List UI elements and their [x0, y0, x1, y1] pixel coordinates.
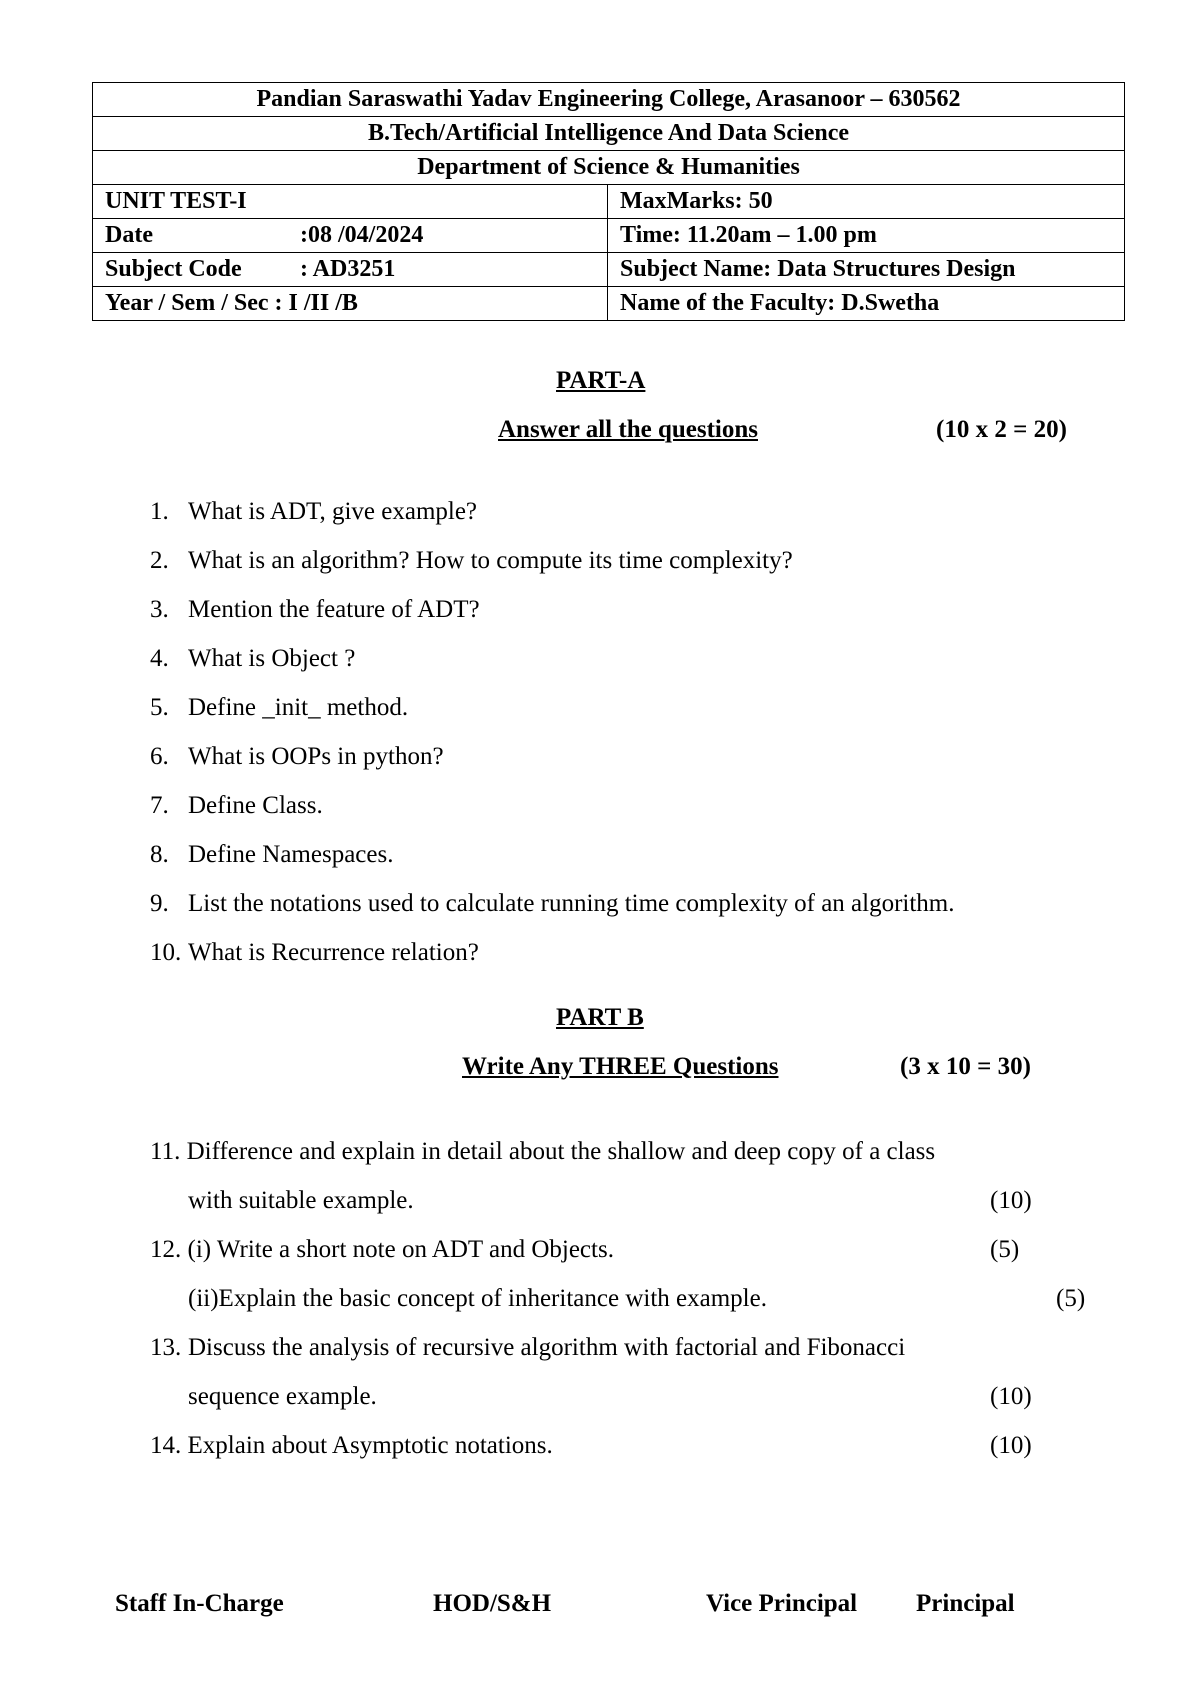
subject-code-cell: [93, 253, 608, 287]
question-number: 9.: [150, 890, 169, 917]
question-12-marks-2: (5): [1056, 1285, 1086, 1312]
signature-principal: Principal: [916, 1590, 1015, 1617]
part-b-title: PART B: [556, 1004, 644, 1031]
question-13-line-1: Discuss the analysis of recursive algorithm with factorial and Fibonacci: [188, 1334, 906, 1361]
college-name: Pandian Saraswathi Yadav Engineering College, Arasanoor – 630562: [93, 83, 1125, 117]
year-sem-sec: Year / Sem / Sec : I /II /B: [93, 287, 608, 321]
question-11-marks: (10): [990, 1187, 1032, 1214]
subject-code-value: : AD3251: [300, 256, 396, 282]
question-text: Define Class.: [188, 792, 323, 819]
question-text: What is OOPs in python?: [188, 743, 444, 770]
department-name: Department of Science & Humanities: [93, 151, 1125, 185]
question-14-marks: (10): [990, 1432, 1032, 1459]
signature-hod: HOD/S&H: [433, 1590, 552, 1617]
question-text: What is an algorithm? How to compute its time complexity?: [188, 547, 793, 574]
question-text: Mention the feature of ADT?: [188, 596, 480, 623]
question-number: 5.: [150, 694, 169, 721]
question-13-marks: (10): [990, 1383, 1032, 1410]
question-text: Define _init_ method.: [188, 694, 409, 721]
exam-time: Time: 11.20am – 1.00 pm: [608, 219, 1125, 253]
question-text: What is Recurrence relation?: [188, 939, 479, 966]
question-12-marks-1: (5): [990, 1236, 1020, 1263]
date-value: :08 /04/2024: [300, 222, 424, 248]
header-table: [92, 82, 1125, 321]
question-12-line-2: (ii)Explain the basic concept of inheritance with example.: [188, 1285, 767, 1312]
question-number: 10.: [150, 939, 182, 966]
signature-vice-principal: Vice Principal: [706, 1590, 858, 1617]
question-text: List the notations used to calculate running time complexity of an algorithm.: [188, 890, 955, 917]
signature-staff-in-charge: Staff In-Charge: [115, 1590, 284, 1617]
part-a-instruction: Answer all the questions: [498, 416, 758, 443]
subject-code-label: Subject Code: [105, 256, 242, 282]
question-number: 3.: [150, 596, 169, 623]
question-number: 8.: [150, 841, 169, 868]
question-11-line-2: with suitable example.: [188, 1187, 414, 1214]
date-label: Date: [105, 222, 153, 248]
part-a-title: PART-A: [556, 367, 646, 394]
part-b-instruction: Write Any THREE Questions: [462, 1053, 779, 1080]
question-text: Define Namespaces.: [188, 841, 394, 868]
programme-name: B.Tech/Artificial Intelligence And Data Science: [93, 117, 1125, 151]
question-13-number: 13.: [150, 1334, 182, 1361]
question-12-line-1: 12. (i) Write a short note on ADT and Objects.: [150, 1236, 614, 1263]
question-text: What is ADT, give example?: [188, 498, 478, 525]
date-cell: [93, 219, 608, 253]
faculty-name: Name of the Faculty: D.Swetha: [608, 287, 1125, 321]
part-b-marks: (3 x 10 = 30): [900, 1053, 1031, 1080]
subject-name: Subject Name: Data Structures Design: [608, 253, 1125, 287]
question-number: 6.: [150, 743, 169, 770]
question-number: 4.: [150, 645, 169, 672]
test-name: UNIT TEST-I: [93, 185, 608, 219]
question-text: What is Object ?: [188, 645, 356, 672]
question-number: 1.: [150, 498, 169, 525]
question-number: 7.: [150, 792, 169, 819]
part-a-marks: (10 x 2 = 20): [936, 416, 1067, 443]
max-marks: MaxMarks: 50: [608, 185, 1125, 219]
question-11-line-1: 11. Difference and explain in detail about the shallow and deep copy of a class: [150, 1138, 936, 1165]
question-number: 2.: [150, 547, 169, 574]
question-13-line-2: sequence example.: [188, 1383, 377, 1410]
question-14-line-1: 14. Explain about Asymptotic notations.: [150, 1432, 553, 1459]
